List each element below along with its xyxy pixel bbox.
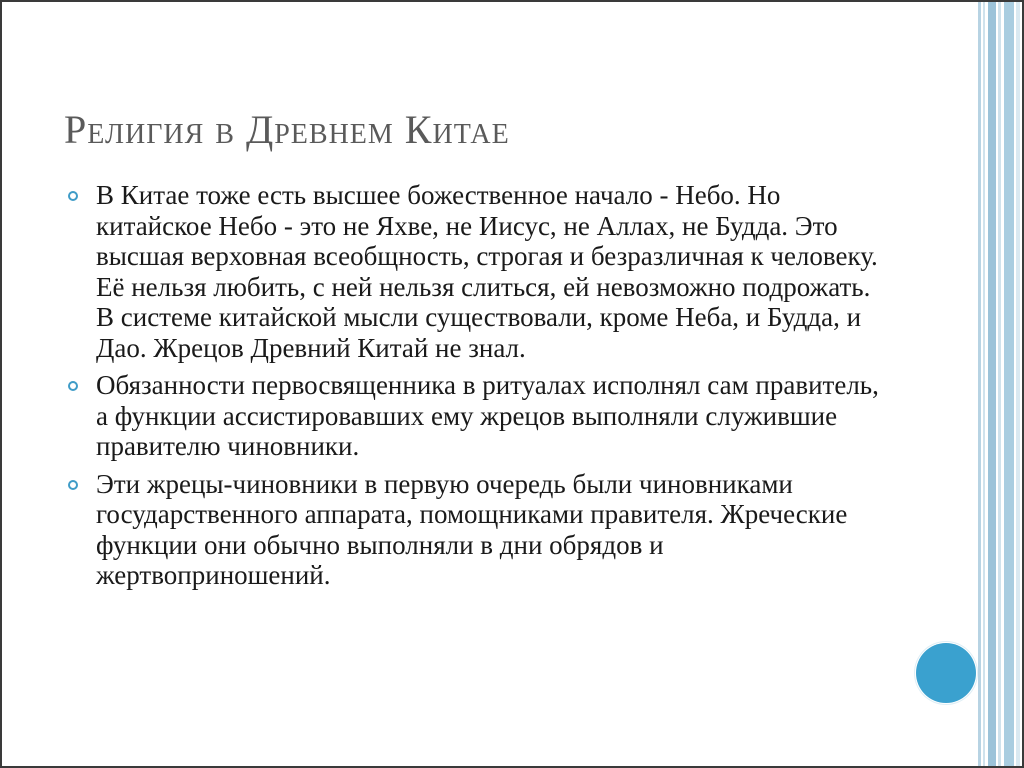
bullet-item	[66, 370, 886, 462]
ring-bullet-icon	[68, 480, 78, 490]
circle-decoration-icon	[916, 643, 976, 703]
stripe	[978, 2, 981, 766]
stripe	[1016, 2, 1020, 766]
bullet-text: Обязанности первосвященника в ритуалах исполнял сам правитель, а функции ассистировавших ему жрецов выполняли служившие правителю чиновники.	[96, 370, 879, 461]
bullet-text: В Китае тоже есть высшее божественное начало - Небо. Но китайское Небо - это не Яхве, не Иисус, не Аллах, не Будда. Это высшая верховная всеобщность, строгая и безразличная к человеку. Её нельзя любить, с ней нельзя слиться, ей невозможно подрожать. В системе китайской мысли существовали, кроме Неба, и Будда, и Дао. Жрецов Древний Китай не знал.	[96, 180, 878, 363]
bullet-list	[66, 180, 886, 598]
stripe	[1004, 2, 1014, 766]
ring-bullet-icon	[68, 381, 78, 391]
stripe	[998, 2, 1001, 766]
stripe	[983, 2, 985, 766]
slide-title: Религия в Древнем Китае	[64, 107, 510, 152]
bullet-text: Эти жрецы-чиновники в первую очередь были чиновниками государственного аппарата, помощниками правителя. Жреческие функции они обычно выполняли в дни обрядов и жертвоприношений.	[96, 468, 848, 590]
ring-bullet-icon	[68, 191, 78, 201]
stripe	[988, 2, 996, 766]
bullet-item	[66, 469, 886, 591]
bullet-item	[66, 180, 886, 363]
decorative-stripes	[978, 2, 1022, 766]
